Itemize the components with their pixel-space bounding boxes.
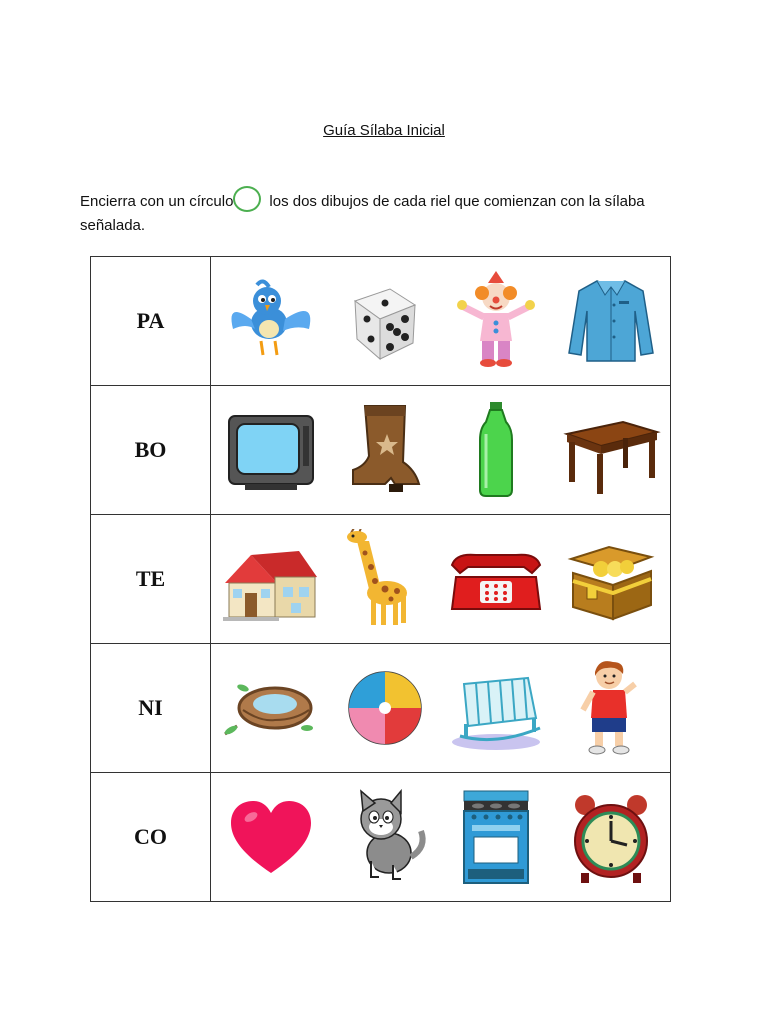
- syllable-cell: CO: [91, 773, 211, 902]
- clown-icon[interactable]: [446, 271, 546, 371]
- ball-icon[interactable]: [335, 658, 435, 758]
- syllable-cell: NI: [91, 644, 211, 773]
- dice-icon[interactable]: [335, 271, 435, 371]
- page-title: Guía Sílaba Inicial: [323, 122, 445, 139]
- crib-icon[interactable]: [446, 658, 546, 758]
- table-row: [91, 515, 671, 644]
- pictures-cell: [211, 257, 671, 386]
- bottle-icon[interactable]: [446, 400, 546, 500]
- treasure-chest-icon[interactable]: [561, 529, 661, 629]
- boot-icon[interactable]: [335, 400, 435, 500]
- clock-icon[interactable]: [561, 787, 661, 887]
- table-row: [91, 257, 671, 386]
- stove-icon[interactable]: [446, 787, 546, 887]
- pictures-cell: [211, 644, 671, 773]
- instructions: [80, 190, 700, 238]
- instruction-text-start: Encierra con un círculo: [80, 193, 234, 210]
- house-icon[interactable]: [221, 529, 321, 629]
- giraffe-icon[interactable]: [335, 529, 435, 629]
- table-row: [91, 773, 671, 902]
- syllable-cell: TE: [91, 515, 211, 644]
- pictures-cell: [211, 773, 671, 902]
- heart-icon[interactable]: [221, 787, 321, 887]
- cat-icon[interactable]: [335, 787, 435, 887]
- syllable-cell: BO: [91, 386, 211, 515]
- table-icon[interactable]: [561, 400, 661, 500]
- telephone-icon[interactable]: [446, 529, 546, 629]
- syllable-table: [90, 256, 671, 902]
- pictures-cell: [211, 515, 671, 644]
- table-row: [91, 644, 671, 773]
- pictures-cell: [211, 386, 671, 515]
- table-row: [91, 386, 671, 515]
- bird-icon[interactable]: [221, 271, 321, 371]
- television-icon[interactable]: [221, 400, 321, 500]
- nest-icon[interactable]: [221, 658, 321, 758]
- syllable-cell: PA: [91, 257, 211, 386]
- green-circle-icon: [233, 186, 261, 212]
- boy-icon[interactable]: [561, 658, 661, 758]
- instruction-text-end: los dos dibujos de cada riel que comienzan con la sílaba señalada.: [80, 193, 645, 234]
- shirt-icon[interactable]: [561, 271, 661, 371]
